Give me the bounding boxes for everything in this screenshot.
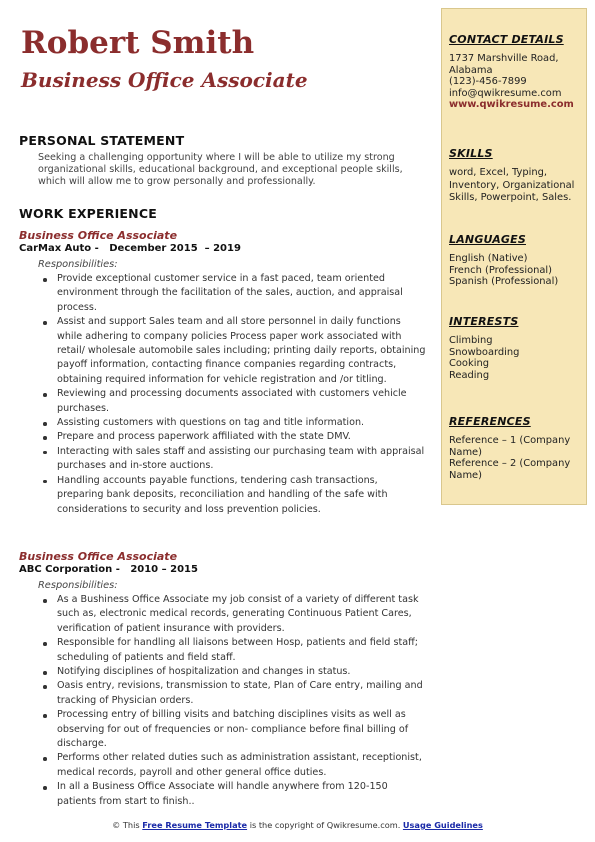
list-item: In all a Business Office Associate will handle anywhere from 120-150 patients from start to finish.. — [57, 780, 427, 809]
candidate-name: Robert Smith — [21, 25, 255, 61]
responsibilities-label: Responsibilities: — [38, 580, 118, 591]
personal-statement-text: Seeking a challenging opportunity where I will be able to utilize my strong organizational skills, educational background, and exceptional people skills, which will allow me to grow personally and professionally. — [38, 152, 403, 187]
job-company: CarMax Auto - — [19, 243, 99, 254]
list-item: As a Bushiness Office Associate my job consist of a variety of different task such as, electronic medical records, generating Continuous Patient Cares, verification of patient insurance with providers. — [57, 593, 427, 636]
list-item: Interacting with sales staff and assisting our purchasing team with appraisal purchases and in-store auctions. — [57, 445, 427, 474]
sidebar — [441, 8, 587, 505]
list-item: Oasis entry, revisions, transmission to state, Plan of Care entry, mailing and tracking of Physician orders. — [57, 679, 427, 708]
reference-item: Reference – 1 (Company Name) — [449, 435, 571, 458]
contact-section — [449, 33, 584, 111]
job-bullets — [19, 593, 427, 809]
interest-item: Cooking — [449, 358, 489, 370]
references-section — [449, 415, 584, 481]
contact-address: 1737 Marshville Road, Alabama — [449, 53, 559, 76]
job-role: Business Office Associate — [19, 229, 178, 242]
job-bullets — [19, 272, 427, 517]
contact-heading: CONTACT DETAILS — [449, 33, 564, 46]
language-item: Spanish (Professional) — [449, 276, 559, 288]
list-item: Prepare and process paperwork affiliated with the state DMV. — [57, 430, 427, 444]
free-resume-template-link[interactable]: Free Resume Template — [142, 820, 248, 830]
job-company: ABC Corporation - — [19, 564, 120, 575]
contact-phone: (123)-456-7899 — [449, 76, 527, 88]
job-meta — [19, 242, 427, 255]
interest-item: Snowboarding — [449, 346, 520, 358]
skills-heading: SKILLS — [449, 147, 493, 160]
list-item: Performs other related duties such as administration assistant, receptionist, medical records, payroll and other general office duties. — [57, 751, 427, 780]
list-item: Processing entry of billing visits and batching disciplines visits as well as observing for out of frequencies or non- compliance before final billing of discharge. — [57, 708, 427, 751]
list-item: Provide exceptional customer service in a fast paced, team oriented environment through the facilitation of the sales, auction, and appraisal process. — [57, 272, 427, 315]
interest-item: Reading — [449, 369, 490, 381]
contact-website[interactable]: www.qwikresume.com — [449, 99, 574, 111]
job-role: Business Office Associate — [19, 550, 178, 563]
responsibilities-label: Responsibilities: — [38, 259, 118, 270]
languages-section — [449, 233, 584, 288]
job-dates: 2010 – 2015 — [130, 564, 198, 575]
language-item: English (Native) — [449, 253, 528, 264]
skills-text: word, Excel, Typing, Inventory, Organizational Skills, Powerpoint, Sales. — [449, 167, 575, 203]
job-meta — [19, 563, 427, 576]
references-heading: REFERENCES — [449, 415, 531, 428]
footer-middle: is the copyright of Qwikresume.com. — [249, 820, 401, 830]
job-dates: December 2015 – 2019 — [109, 243, 241, 254]
footer — [0, 820, 595, 830]
reference-item: Reference – 2 (Company Name) — [449, 458, 571, 481]
footer-prefix: © This — [112, 820, 140, 830]
list-item: Assist and support Sales team and all store personnel in daily functions while adhering to company policies Process paper work associated with retail/ wholesale automobile sales including; printing daily reports, obtaining payoff information, contacting finance companies regarding contracts, obtaining required information for vehicle registration and /or titling. — [57, 315, 427, 387]
interest-item: Climbing — [449, 335, 493, 346]
personal-statement-heading: PERSONAL STATEMENT — [19, 133, 185, 148]
contact-email[interactable]: info@qwikresume.com — [449, 87, 562, 99]
job-entry-1 — [19, 229, 427, 517]
list-item: Assisting customers with questions on tag and title information. — [57, 416, 427, 430]
list-item: Responsible for handling all liaisons between Hosp, patients and field staff; scheduling of patients and field staff. — [57, 636, 427, 665]
list-item: Handling accounts payable functions, tendering cash transactions, preparing bank deposits, reconciliation and handling of the safe with considerations to security and loss prevention policies. — [57, 474, 427, 517]
usage-guidelines-link[interactable]: Usage Guidelines — [402, 820, 483, 830]
job-entry-2 — [19, 550, 427, 809]
interests-section — [449, 315, 584, 381]
candidate-title: Business Office Associate — [21, 68, 308, 92]
work-experience-heading: WORK EXPERIENCE — [19, 206, 157, 221]
list-item: Reviewing and processing documents associated with customers vehicle purchases. — [57, 387, 427, 416]
list-item: Notifying disciplines of hospitalization and changes in status. — [57, 665, 427, 679]
interests-heading: INTERESTS — [449, 315, 519, 328]
language-item: French (Professional) — [449, 264, 553, 276]
skills-section — [449, 147, 584, 205]
languages-heading: LANGUAGES — [449, 233, 526, 246]
